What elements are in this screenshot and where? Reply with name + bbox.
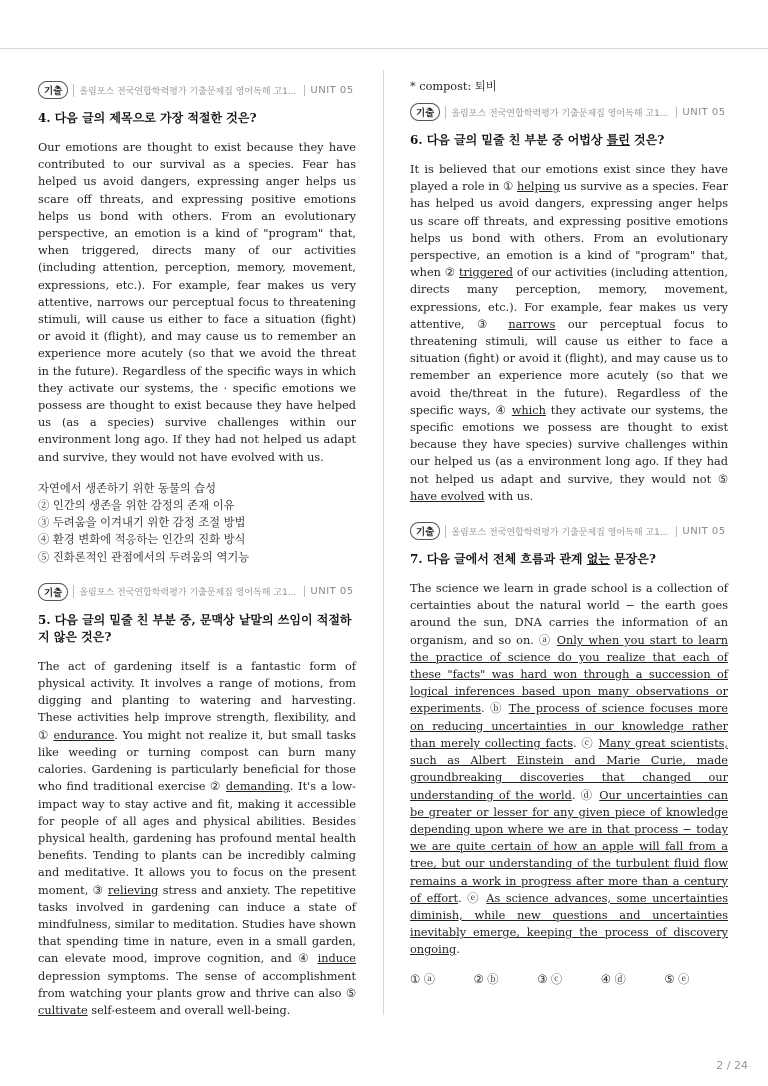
underlined-word: helping — [516, 180, 560, 194]
underlined-sentence: Only when you start to learn the practice of science do you realize that each of these "facts" was hard won through a succession of logical inferences based upon many observations or experiments — [410, 633, 728, 716]
option[interactable]: ⑤ 진화론적인 관점에서의 두려움의 역기능 — [38, 550, 250, 564]
option[interactable]: ③ 두려움을 이겨내기 위한 감정 조절 방법 — [38, 516, 246, 530]
choice[interactable]: ④ ⓓ — [600, 972, 626, 986]
underlined-word: narrows — [508, 317, 556, 331]
exam-badge: 기출 — [410, 103, 440, 121]
passage: It is believed that our emotions exist since they have played a role in ① helping us survive as a species. Fear has helped us avoid dangers, expressing anger helps us scare off threats, and expressing positive emotions helps us bond with others. From an evolutionary perspective, an emotion is a kind of "program" that, when ② triggered of our activities (including attention, directs many perception, memory, movement, expressions, etc.). For example, fear makes us very attentive, ③ narrows our perceptual focus to threatening stimuli, will cause us either to face a situation (fight) or avoid it (flight), and may cause us to remember an experience more acutely (so that we avoid the/threat in the future). Regardless of the specific ways, ④ which they activate our systems, the specific emotions we possess are thought to exist because they have species) survive challenges within our helped us (as a environment long ago. If they had not helped us adapt and survive, they would not ⑤ have evolved with us. — [410, 163, 728, 503]
source-text: 올림포스 전국연합학력평가 기출문제집 영어독해 고1... — [73, 585, 296, 598]
column-divider — [383, 70, 384, 1015]
source-tagline — [410, 102, 728, 122]
unit-label: UNIT 05 — [676, 107, 725, 118]
question-title: 7. 다음 글에서 전체 흐름과 관계 없는 문장은? — [410, 552, 656, 567]
option[interactable]: ② 인간의 생존을 위한 감정의 존재 이유 — [38, 499, 235, 513]
unit-label: UNIT 05 — [676, 526, 725, 537]
option[interactable]: 자연에서 생존하기 위한 동물의 습성 — [38, 481, 217, 495]
choice[interactable]: ① ⓐ — [410, 972, 436, 986]
passage: Our emotions are thought to exist because they have contributed to our survival as a species. Fear has helped us avoid dangers, expressing anger helps us scare off threats, and expressing positive emotions helps us bond with others. From an evolutionary perspective, an emotion is a kind of "program" that, when triggered, directs many of our activities (including attention, perception, memory, movement, expressions, etc.). For example, fear makes us very attentive, narrows our perceptual focus to threatening stimuli, will cause us either to face a situation (fight) or avoid it (flight), and may cause us to remember an experience more acutely (so that we avoid the threat in the future). Regardless of the specific ways in which they activate our systems, the · specific emotions we possess are thought to exist because they have helped us (as a species) survive challenges within our environment long ago. If they had not helped us adapt and survive, they would not have evolved with us. — [38, 141, 356, 464]
underlined-word: relieving — [107, 883, 159, 897]
exam-badge: 기출 — [38, 81, 68, 99]
source-tagline — [38, 582, 356, 602]
question-title: 4. 다음 글의 제목으로 가장 적절한 것은? — [38, 111, 257, 125]
question-title: 5. 다음 글의 밑줄 친 부분 중, 문맥상 낱말의 쓰임이 적절하지 않은 것은? — [38, 612, 352, 644]
source-text: 올림포스 전국연합학력평가 기출문제집 영어독해 고1... — [73, 84, 296, 97]
question-5 — [38, 582, 356, 1019]
question-title: 6. 다음 글의 밑줄 친 부분 중 어법상 틀린 것은? — [410, 133, 665, 147]
source-text: 올림포스 전국연합학력평가 기출문제집 영어독해 고1... — [445, 106, 668, 119]
unit-label: UNIT 05 — [304, 586, 353, 597]
underlined-sentence: Many great scientists, such as Albert Einstein and Marie Curie, made groundbreaking discoveries that changed our understanding of the world — [410, 736, 728, 802]
choice[interactable]: ② ⓑ — [473, 972, 499, 986]
underlined-sentence: Our uncertainties can be greater or lesser for any given piece of knowledge depending upon where we are in that process − today we are quite certain of how an apple will fall from a tree, but our understanding of the turbulent fluid flow remains a work in progress after more than a century of effort — [410, 788, 728, 905]
question-6 — [410, 102, 728, 505]
option[interactable]: ④ 환경 변화에 적응하는 인간의 진화 방식 — [38, 533, 246, 547]
left-column — [38, 72, 356, 1035]
answer-options — [38, 480, 356, 566]
top-rule — [0, 48, 768, 49]
right-column — [410, 72, 728, 1003]
answer-choices — [410, 971, 728, 987]
underlined-word: induce — [317, 952, 356, 966]
source-tagline — [38, 80, 356, 100]
underlined-word: cultivate — [38, 1003, 88, 1017]
choice[interactable]: ③ ⓒ — [537, 972, 563, 986]
question-4 — [38, 80, 356, 566]
question-7 — [410, 521, 728, 986]
exam-badge: 기출 — [410, 522, 440, 540]
passage: The science we learn in grade school is a collection of certainties about the natural world − the earth goes around the sun, DNA carries the information of an organism, and so on. ⓐ Only when you start to learn the practice of science do you realize that each of these "facts" was hard won through a succession of logical inferences based upon many observations or experiments. ⓑ The process of science focuses more on reducing uncertainties in our knowledge rather than merely collecting facts. ⓒ Many great scientists, such as Albert Einstein and Marie Curie, made groundbreaking discoveries that changed our understanding of the world. ⓓ Our uncertainties can be greater or lesser for any given piece of knowledge depending upon where we are in that process − today we are quite certain of how an apple will fall from a tree, but our understanding of the turbulent fluid flow remains a work in progress after more than a century of effort. ⓔ As science advances, some uncertainties diminish, while new questions and uncertainties inevitably emerge, keeping the process of discovery ongoing. — [410, 582, 728, 957]
exam-badge: 기출 — [38, 583, 68, 601]
footnote: * compost: 퇴비 — [410, 80, 497, 93]
passage: The act of gardening itself is a fantastic form of physical activity. It involves a range of motions, from digging and planting to watering and harvesting. These activities help improve strength, flexibility, and ① endurance. You might not realize it, but small tasks like weeding or turning compost can burn many calories. Gardening is particularly beneficial for those who find traditional exercise ② demanding. It's a low-impact way to stay active and fit, making it accessible for people of all ages and physical abilities. Besides physical health, gardening has profound mental health benefits. Tending to plants can be incredibly calming and meditative. It allows you to focus on the present moment, ③ relieving stress and anxiety. The repetitive tasks involved in gardening can induce a state of mindfulness, similar to meditation. Studies have shown that spending time in nature, even in a small garden, can elevate mood, improve cognition, and ④ induce depression symptoms. The sense of accomplishment from watching your plants grow and thrive can also ⑤ cultivate self-esteem and overall well-being. — [38, 659, 357, 1017]
source-text: 올림포스 전국연합학력평가 기출문제집 영어독해 고1... — [445, 525, 668, 538]
unit-label: UNIT 05 — [304, 85, 353, 96]
underlined-sentence: The process of science focuses more on reducing uncertainties in our knowledge rather than merely collecting facts — [410, 702, 728, 750]
underlined-word: demanding — [225, 780, 290, 794]
underlined-word: have evolved — [410, 489, 485, 503]
page-number: 2 / 24 — [716, 1059, 748, 1072]
source-tagline — [410, 521, 728, 541]
underlined-word: which — [511, 403, 546, 417]
underlined-word: endurance — [53, 728, 115, 742]
underlined-sentence: As science advances, some uncertainties diminish, while new questions and uncertainties inevitably emerge, keeping the process of discovery ongoing — [410, 891, 728, 957]
underlined-word: triggered — [458, 266, 514, 280]
choice[interactable]: ⑤ ⓔ — [664, 972, 690, 986]
